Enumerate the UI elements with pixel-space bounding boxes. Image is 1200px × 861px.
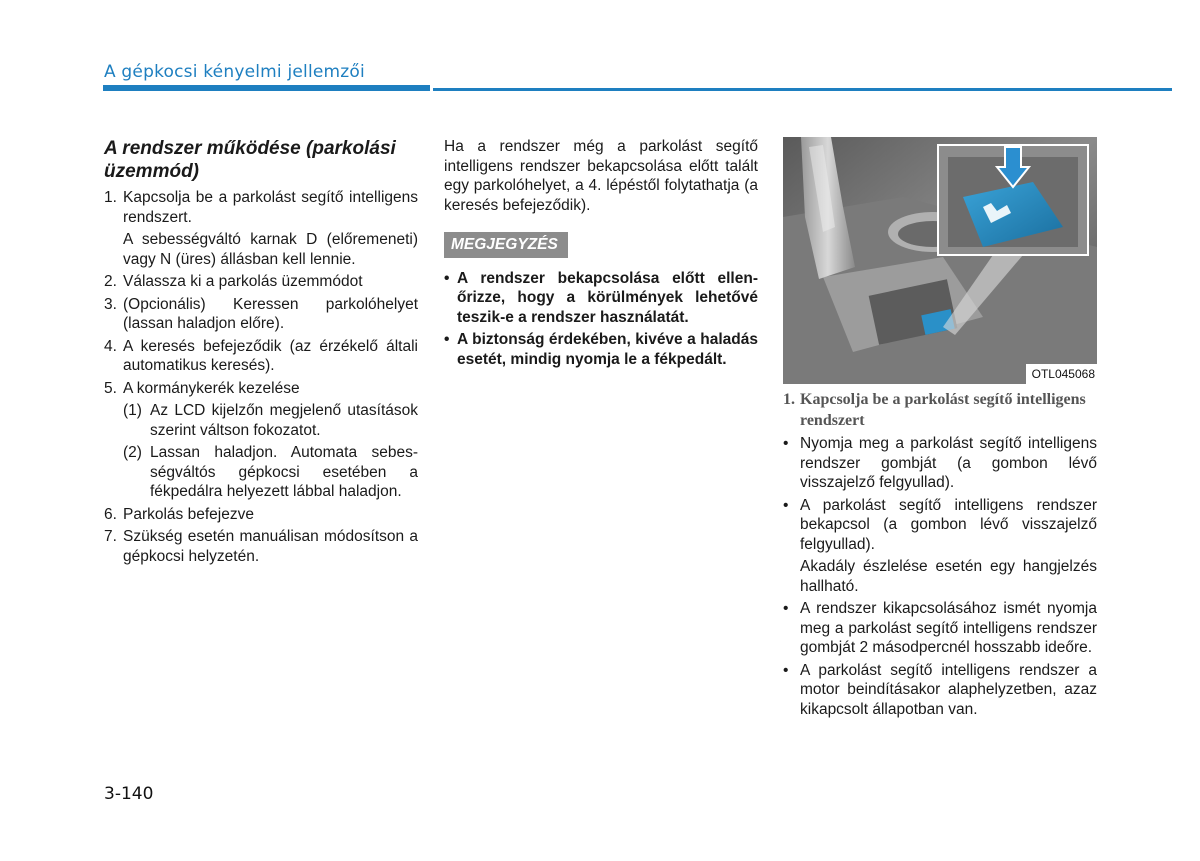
sub-item-number: (2) <box>123 444 142 461</box>
column-right <box>783 137 1097 722</box>
console-photo <box>783 137 1097 384</box>
bullet-icon: • <box>783 600 789 617</box>
list-item <box>104 295 418 334</box>
bullet-text: A parkolást segítő intelligens rendszer bekapcsol (a gombon lévő visszajelző felgyullad). <box>800 496 1097 553</box>
list-item <box>104 505 418 525</box>
bullet-item <box>783 496 1097 555</box>
bullet-icon: • <box>783 496 789 514</box>
sub-list-item <box>123 443 418 502</box>
item-text: (Opcionális) Keressen parkolóhelyet (lassan haladjon előre). <box>123 295 418 332</box>
list-item <box>104 272 418 292</box>
item-text: Kapcsolja be a parkolást segítő intelligens rendszert. <box>123 189 418 226</box>
item-number: 3. <box>104 295 117 313</box>
note-bullet-text: A biztonság érdekében, kivéve a haladás esetét, mindig nyomja le a fékpedált. <box>457 331 758 368</box>
bullet-text: A rendszer kikapcsolásához ismét nyomja meg a parkolást segítő intelligens rendszer gombját 2 másodpercnél hosszabb ideőre. <box>800 600 1097 656</box>
item-text: Szükség esetén manuálisan módosítson a gépkocsi helyzetén. <box>123 528 418 565</box>
page-number: 3-140 <box>104 784 154 804</box>
column-middle <box>444 137 758 372</box>
bullet-text: Nyomja meg a parkolást segítő intelligens rendszer gombját (a gombon lévő visszajelző felgyullad). <box>800 435 1097 491</box>
item-number: 5. <box>104 379 117 397</box>
item-number: 4. <box>104 337 117 355</box>
bullet-item <box>783 661 1097 720</box>
list-item <box>104 188 418 227</box>
list-item <box>104 527 418 566</box>
header-rule-thick <box>103 85 430 91</box>
item-number: 6. <box>104 505 117 523</box>
sub-item-text: Lassan haladjon. Automata sebességváltós gépkocsi esetében a fékpedálra helyezett lábbal haladjon. <box>150 444 418 500</box>
bullet-icon: • <box>783 661 789 679</box>
note-bullet <box>444 269 758 328</box>
section-title: A rendszer működése (parkolási üzemmód) <box>104 138 396 182</box>
bullet-text: A parkolást segítő intelligens rendszer a motor beindításakor alaphelyzetben, azaz kikapcsolt állapotban van. <box>800 661 1097 718</box>
sub-item-number: (1) <box>123 402 142 419</box>
bullet-icon: • <box>783 435 789 452</box>
header-rule-thin <box>433 88 1172 91</box>
item-text: A kormánykerék kezelése <box>123 379 300 397</box>
bullet-continuation: Akadály észlelése esetén egy hangjelzés hallható. <box>800 558 1097 595</box>
item-number: 2. <box>104 273 117 290</box>
note-bullet-text: A rendszer bekapcsolása előtt ellenőrizze, hogy a körülmények lehetővé teszik-e a rendszer használatát. <box>457 269 758 326</box>
list-item <box>104 379 418 399</box>
caption-text: Kapcsolja be a parkolást segítő intelligens rendszert <box>800 391 1086 429</box>
bullet-item <box>783 434 1097 493</box>
note-badge: MEGJEGYZÉS <box>444 232 568 258</box>
note-bullet <box>444 330 758 369</box>
header-title: A gépkocsi kényelmi jellemzői <box>104 62 365 82</box>
figure-code: OTL045068 <box>1026 364 1097 385</box>
figure-caption <box>783 389 1097 431</box>
item-text: Parkolás befejezve <box>123 505 254 523</box>
list-item <box>104 337 418 376</box>
sub-item-text: Az LCD kijelzőn megjelenő utasítások szerint váltson fokozatot. <box>150 402 418 439</box>
sub-list-item <box>123 401 418 440</box>
item-number: 1. <box>104 189 117 206</box>
column-left <box>104 137 418 569</box>
bullet-icon: • <box>444 269 450 287</box>
item-text: A keresés befejeződik (az érzékelő általi automatikus keresés). <box>123 337 418 374</box>
item-text: Válassza ki a parkolás üzemmódot <box>123 273 363 290</box>
bullet-icon: • <box>444 331 450 348</box>
caption-number: 1. <box>783 391 795 408</box>
item-number: 7. <box>104 528 117 545</box>
console-illustration <box>783 137 1097 384</box>
item-note: A sebességváltó karnak D (előremeneti) vagy N (üres) állásban kell lennie. <box>123 231 418 268</box>
bullet-item <box>783 599 1097 658</box>
intro-paragraph: Ha a rendszer még a parkolást segítő intelligens rendszer bekapcsolása előtt talált egy parkolóhelyet, a 4. lépéstől folytathatja (a keresés befejeződik). <box>444 138 758 214</box>
